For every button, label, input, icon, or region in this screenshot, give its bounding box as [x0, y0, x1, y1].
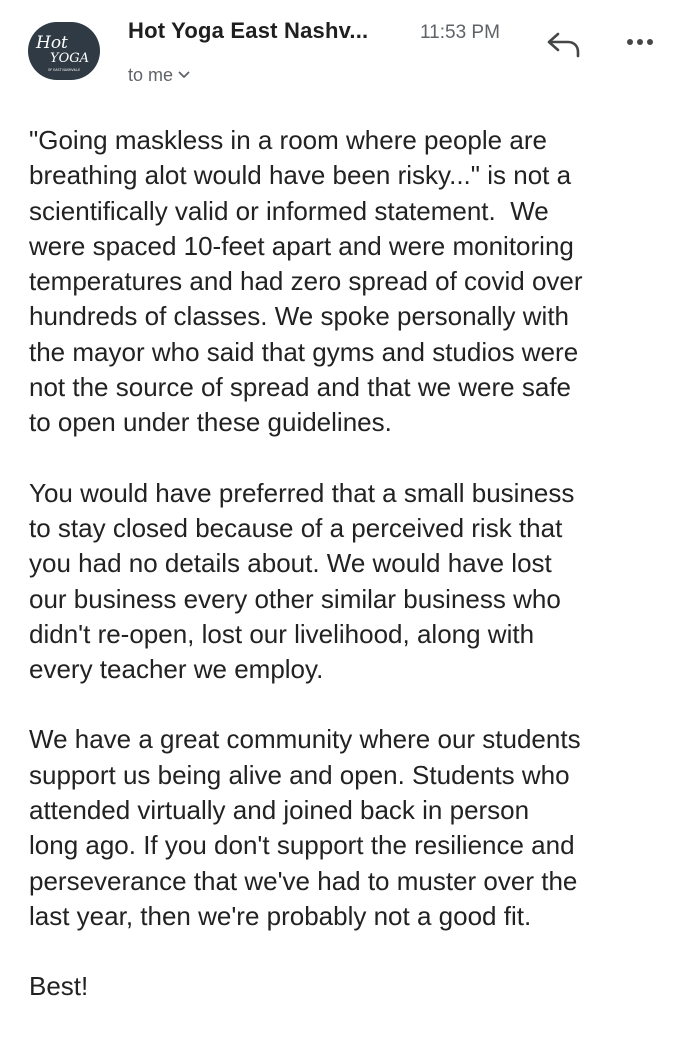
more-options-icon	[622, 30, 658, 54]
message-line: Best!	[29, 971, 89, 1002]
sender-name[interactable]: Hot Yoga East Nashv...	[128, 18, 369, 43]
message-line: temperatures and had zero spread of covid over	[29, 266, 583, 297]
message-line: perseverance that we've had to muster over the	[29, 865, 578, 896]
message-line: We have a great community where our students	[29, 724, 581, 755]
message-paragraph	[29, 476, 679, 688]
logo-tagline: OF EAST NASHVILLE	[47, 68, 81, 72]
message-line: support us being alive and open. Students who	[29, 759, 570, 790]
more-options-button[interactable]	[622, 30, 658, 54]
message-line: our business every other similar business who	[29, 583, 561, 614]
message-line: you had no details about. We would have lost	[29, 548, 552, 579]
chevron-down-icon	[178, 63, 190, 84]
sender-avatar[interactable]	[28, 22, 100, 80]
message-paragraph	[29, 722, 679, 934]
recipient-label: to me	[128, 65, 174, 85]
message-line: didn't re-open, lost our livelihood, along with	[29, 618, 535, 649]
message-paragraph	[29, 969, 679, 1004]
logo-text-yoga: YOGA	[50, 51, 90, 66]
message-line: scientifically valid or informed statement. We	[29, 195, 549, 226]
message-paragraph	[29, 123, 679, 441]
email-timestamp: 11:53 PM	[420, 22, 500, 43]
message-line: every teacher we employ.	[29, 654, 324, 685]
reply-button[interactable]	[544, 26, 584, 62]
hot-yoga-logo-icon	[28, 22, 100, 80]
recipient-details-toggle[interactable]	[128, 63, 190, 86]
message-line: to stay closed because of a perceived risk that	[29, 512, 563, 543]
message-line: attended virtually and joined back in person	[29, 795, 530, 826]
message-line: not the source of spread and that we were safe	[29, 372, 572, 403]
message-line: were spaced 10-feet apart and were monitoring	[29, 230, 574, 261]
reply-icon	[544, 26, 584, 62]
email-header	[0, 0, 691, 110]
message-line: to open under these guidelines.	[29, 407, 392, 438]
message-line: hundreds of classes. We spoke personally with	[29, 301, 570, 332]
message-line: "Going maskless in a room where people are	[29, 125, 547, 155]
message-line: You would have preferred that a small business	[29, 477, 575, 508]
message-line: the mayor who said that gyms and studios were	[29, 336, 579, 367]
message-line: long ago. If you don't support the resilience and	[29, 830, 575, 861]
message-line: breathing alot would have been risky..." is not a	[29, 160, 572, 191]
message-line: last year, then we're probably not a good fit.	[29, 900, 532, 931]
logo-text-hot: Hot	[36, 33, 68, 53]
email-body	[29, 123, 679, 1040]
